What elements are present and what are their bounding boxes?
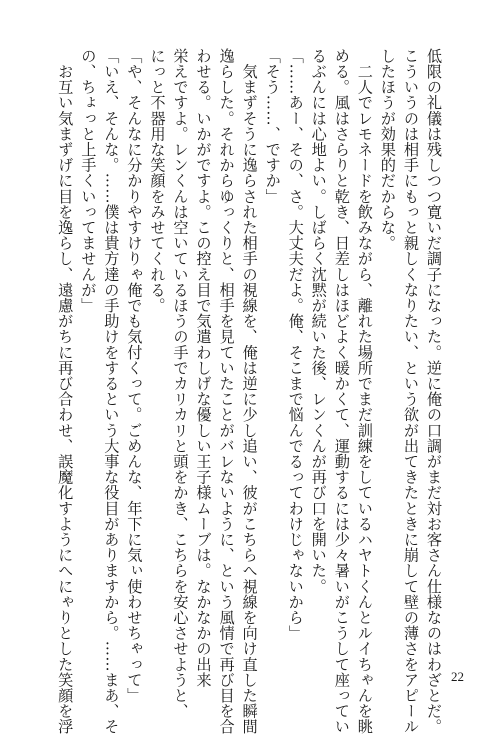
text-line: 「いえ、そんな。……僕は貴方達の手助けをするという大事な役目がありますから。……まあ、そ — [102, 48, 121, 734]
text-line: の、ちょっと上手くいってませんが」 — [79, 48, 98, 314]
text-line: 逸らした。それからゆっくりと、相手を見ていたことがバレないように、という風情で再び目を合 — [217, 48, 236, 734]
text-line: 「……あー、その、さ。大丈夫だよ。俺、そこまで悩んでるってわけじゃないから」 — [286, 48, 305, 641]
text-line: 二人でレモネードを飲みながら、離れた場所でまだ訓練をしているハヤトくんとルイちゃんを眺 — [355, 48, 374, 734]
text-line: 気まずそうに逸らされた相手の視線を、俺は逆に少し追い、彼がこちらへ視線を向け直した瞬間 — [240, 48, 259, 734]
text-line: わせる。いかがですよ。この控え目で気遣わしげな優しい王子様ムーブは。なかなかの出来 — [194, 48, 213, 688]
text-line: 栄えですよ。レンくんは空いているほうの手でカリカリと頭をかき、こちらを安心させようと、 — [171, 48, 190, 719]
text-line: こういうのは相手にもっと親しくなりたい、という欲が出てきたときに崩して壁の薄さをアピール — [401, 48, 420, 734]
text-line: るぶんには心地よい。しばらく沈黙が続いた後、レンくんが再び口を開いた。 — [309, 48, 328, 594]
text-line: 「そう……、ですか」 — [263, 48, 282, 204]
text-line: 低限の礼儀は残しつつ寛いだ調子になった。逆に俺の口調がまだ対お客さん仕様なのはわざとだ。 — [425, 48, 443, 734]
text-line: お互い気まずげに目を逸らし、遠慮がちに再び合わせ、誤魔化すようにへにゃりとした笑顔を浮 — [56, 48, 75, 734]
text-line: したほうが効果的だからな。 — [378, 48, 397, 251]
text-line: 「や、そんなに分かりやすけりゃ俺でも気付くって。ごめんな、年下に気ぃ使わせちゃって」 — [125, 48, 144, 704]
body-text — [53, 48, 445, 734]
text-line: める。風はさらりと乾き、日差しはほどよく暖かくて、運動するには少々暑いがこうして座ってい — [332, 48, 351, 734]
text-line: にっと不器用な笑顔をみせてくれる。 — [148, 48, 167, 314]
page-number: 22 — [451, 669, 464, 684]
